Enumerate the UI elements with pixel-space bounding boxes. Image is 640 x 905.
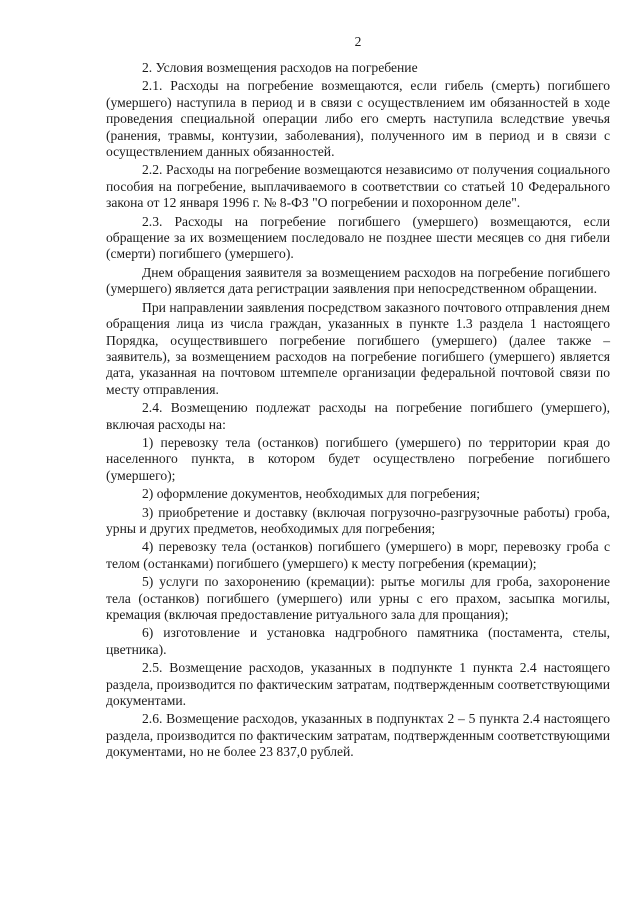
list-item-1: 1) перевозку тела (останков) погибшего (умершего) по территории края до населенного пункта, в котором будет осуществлено погребение погибшего (умершего); (106, 434, 610, 483)
list-item-3: 3) приобретение и доставку (включая погрузочно-разгрузочные работы) гроба, урны и других предметов, необходимых для погребения; (106, 504, 610, 536)
paragraph-2-2: 2.2. Расходы на погребение возмещаются независимо от получения социального пособия на погребение, выплачиваемого в соответствии со статьей 10 Федерального закона от 12 января 1996 г. № 8-ФЗ "О погребении и похоронном деле". (106, 162, 610, 211)
page-number: 2 (354, 34, 362, 49)
list-item-5: 5) услуги по захоронению (кремации): рытье могилы для гроба, захоронение тела (останков) погибшего (умершего) или урны с его прахом, засыпка могилы, кремация (включая предоставление ритуального зала для прощания); (106, 574, 610, 622)
list-item-2: 2) оформление документов, необходимых для погребения; (142, 486, 481, 502)
paragraph-2-3: 2.3. Расходы на погребение погибшего (умершего) возмещаются, если обращение за их возмещением последовало не позднее шести месяцев со дня гибели (смерти) погибшего (умершего). (106, 213, 610, 262)
list-item-4: 4) перевозку тела (останков) погибшего (умершего) в морг, перевозку гроба с телом (останками) погибшего (умершего) к месту погребения (кремации); (106, 539, 610, 571)
paragraph-2-4: 2.4. Возмещению подлежат расходы на погребение погибшего (умершего), включая расходы на: (106, 400, 610, 432)
paragraph-2-1: 2.1. Расходы на погребение возмещаются, если гибель (смерть) погибшего (умершего) наступила в период и в связи с осуществлением им обязанностей в ходе проведения специальной операции либо его смерть наступила вследствие увечья (ранения, травмы, контузии, заболевания), полученного им в период и в связи с осуществлением данных обязанностей. (106, 78, 610, 160)
paragraph-application-date: Днем обращения заявителя за возмещением расходов на погребение погибшего (умершего) является дата регистрации заявления при непосредственном обращении. (106, 264, 610, 297)
paragraph-2-6: 2.6. Возмещение расходов, указанных в подпунктах 2 – 5 пункта 2.4 настоящего раздела, производится по фактическим затратам, подтвержденным соответствующими документами, но не более 23 837,0 рублей. (106, 711, 610, 760)
list-item-6: 6) изготовление и установка надгробного памятника (постамента, стелы, цветника). (106, 625, 610, 657)
paragraph-postal-application: При направлении заявления посредством заказного почтового отправления днем обращения лица из числа граждан, указанных в пункте 1.3 раздела 1 настоящего Порядка, осуществившего погребение погибшего (умершего) (далее также – заявитель), за возмещением расходов на погребение погибшего (умершего) является дата, указанная на почтовом штемпеле организации федеральной почтовой связи по месту отправления. (106, 299, 610, 397)
section-title: 2. Условия возмещения расходов на погребение (142, 60, 418, 75)
paragraph-2-5: 2.5. Возмещение расходов, указанных в подпункте 1 пункта 2.4 настоящего раздела, производится по фактическим затратам, подтвержденным соответствующими документами. (106, 660, 610, 709)
document-body (106, 60, 610, 761)
